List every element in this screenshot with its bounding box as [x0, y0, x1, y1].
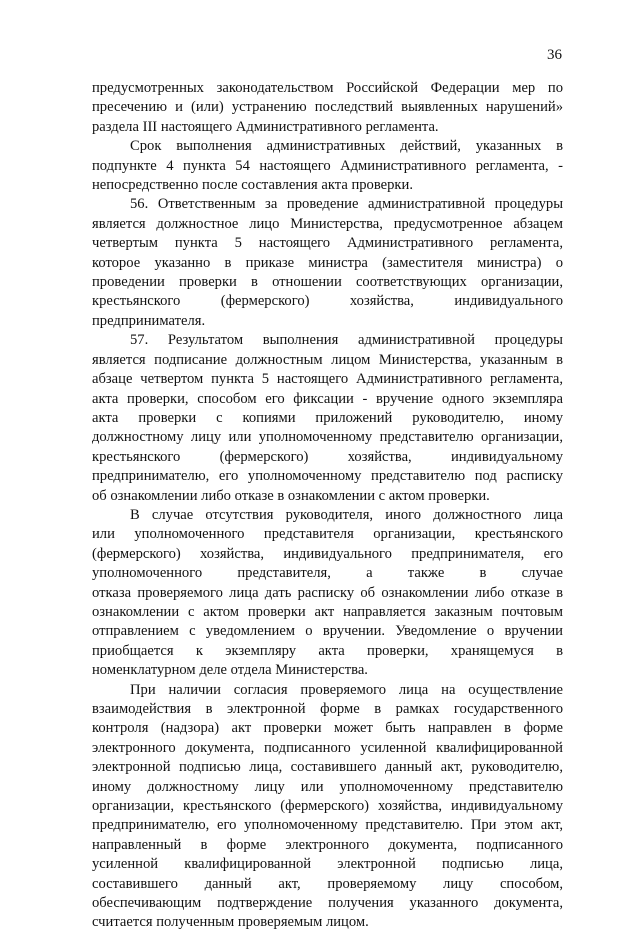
text-line: электронного документа, подписанного усиленной квалифицированной [92, 739, 563, 756]
text-line: абзаце четвертом пункта 5 настоящего Административного регламента, [92, 371, 563, 388]
document-body [92, 79, 563, 933]
text-line: четвертым пункта 5 настоящего Административного регламента, [92, 235, 563, 252]
text-line: предпринимателю, его уполномоченному представителю. При этом акт, [92, 817, 563, 834]
text-line: пресечению и (или) устранению последствий выявленных нарушений» [92, 99, 563, 116]
text-line: считается полученным проверяемым лицом. [92, 914, 369, 931]
text-line: является должностное лицо Министерства, предусмотренное абзацем [92, 215, 563, 232]
text-line: отказа проверяемого лица дать расписку об ознакомлении либо отказе в [92, 584, 563, 601]
text-line: ознакомлении с актом проверки акт направляется заказным почтовым [92, 603, 563, 620]
text-line: акта проверки, способом его фиксации - вручение одного экземпляра [92, 390, 563, 407]
text-line: Срок выполнения административных действий, указанных в [130, 138, 563, 155]
text-line: предусмотренных законодательством Российской Федерации мер по [92, 80, 563, 96]
text-line: или уполномоченного представителя организации, крестьянского [92, 526, 563, 543]
text-line: В случае отсутствия руководителя, иного должностного лица [130, 506, 563, 523]
text-line: об ознакомлении либо отказе в ознакомлении с актом проверки. [92, 487, 490, 504]
text-line: (фермерского) хозяйства, индивидуального предпринимателя, его [92, 545, 563, 562]
text-line: номенклатурном деле отдела Министерства. [92, 662, 368, 679]
text-line: раздела III настоящего Административного регламента. [92, 118, 439, 135]
paragraph [92, 137, 563, 195]
paragraph [92, 79, 563, 137]
text-line: 57. Результатом выполнения административной процедуры [130, 332, 563, 349]
text-line: направленный в форме электронного документа, подписанного [92, 836, 563, 853]
text-line: обеспечивающим подтверждение получения указанного документа, [92, 895, 563, 912]
text-line: должностному лицу или уполномоченному представителю организации, [92, 429, 563, 446]
paragraph [92, 195, 563, 331]
text-line: усиленной квалифицированной электронной подписью лица, [92, 856, 563, 873]
text-line: составившего данный акт, проверяемому лицу способом, [92, 875, 563, 892]
text-line: При наличии согласия проверяемого лица на осуществление [130, 681, 563, 698]
text-line: иному должностному лицу или уполномоченному представителю [92, 778, 563, 795]
text-line: проведении проверки в отношении соответствующих организации, [92, 274, 563, 291]
text-line: крестьянского (фермерского) хозяйства, индивидуального [92, 293, 563, 310]
paragraph [92, 681, 563, 933]
text-line: крестьянского (фермерского) хозяйства, индивидуальному [92, 448, 563, 465]
text-line: подпункте 4 пункта 54 настоящего Административного регламента, - [92, 157, 563, 174]
text-line: приобщается к экземпляру акта проверки, хранящемуся в [92, 642, 563, 659]
text-line: акта проверки с копиями приложений руководителю, иному [92, 409, 563, 426]
text-line: взаимодействия в электронной форме в рамках государственного [92, 701, 563, 717]
text-line: организации, крестьянского (фермерского) хозяйства, индивидуальному [92, 798, 563, 815]
page-number: 36 [547, 47, 562, 63]
text-line: отправлением с уведомлением о вручении. Уведомление о вручении [92, 623, 563, 640]
text-line: уполномоченного представителя, а также в случае [92, 565, 563, 582]
text-line: предпринимателя. [92, 312, 206, 329]
text-line: 56. Ответственным за проведение административной процедуры [130, 196, 563, 213]
text-line: электронной подписью лица, составившего данный акт, руководителю, [92, 759, 563, 776]
text-line: которое указанно в приказе министра (заместителя министра) о [92, 254, 563, 271]
text-line: является подписание должностным лицом Министерства, указанным в [92, 351, 563, 368]
text-line: контроля (надзора) акт проверки может быть направлен в форме [92, 720, 563, 737]
paragraph [92, 331, 563, 506]
text-line: непосредственно после составления акта проверки. [92, 177, 413, 194]
text-line: предпринимателю, его уполномоченному представителю под расписку [92, 468, 563, 485]
paragraph [92, 506, 563, 681]
